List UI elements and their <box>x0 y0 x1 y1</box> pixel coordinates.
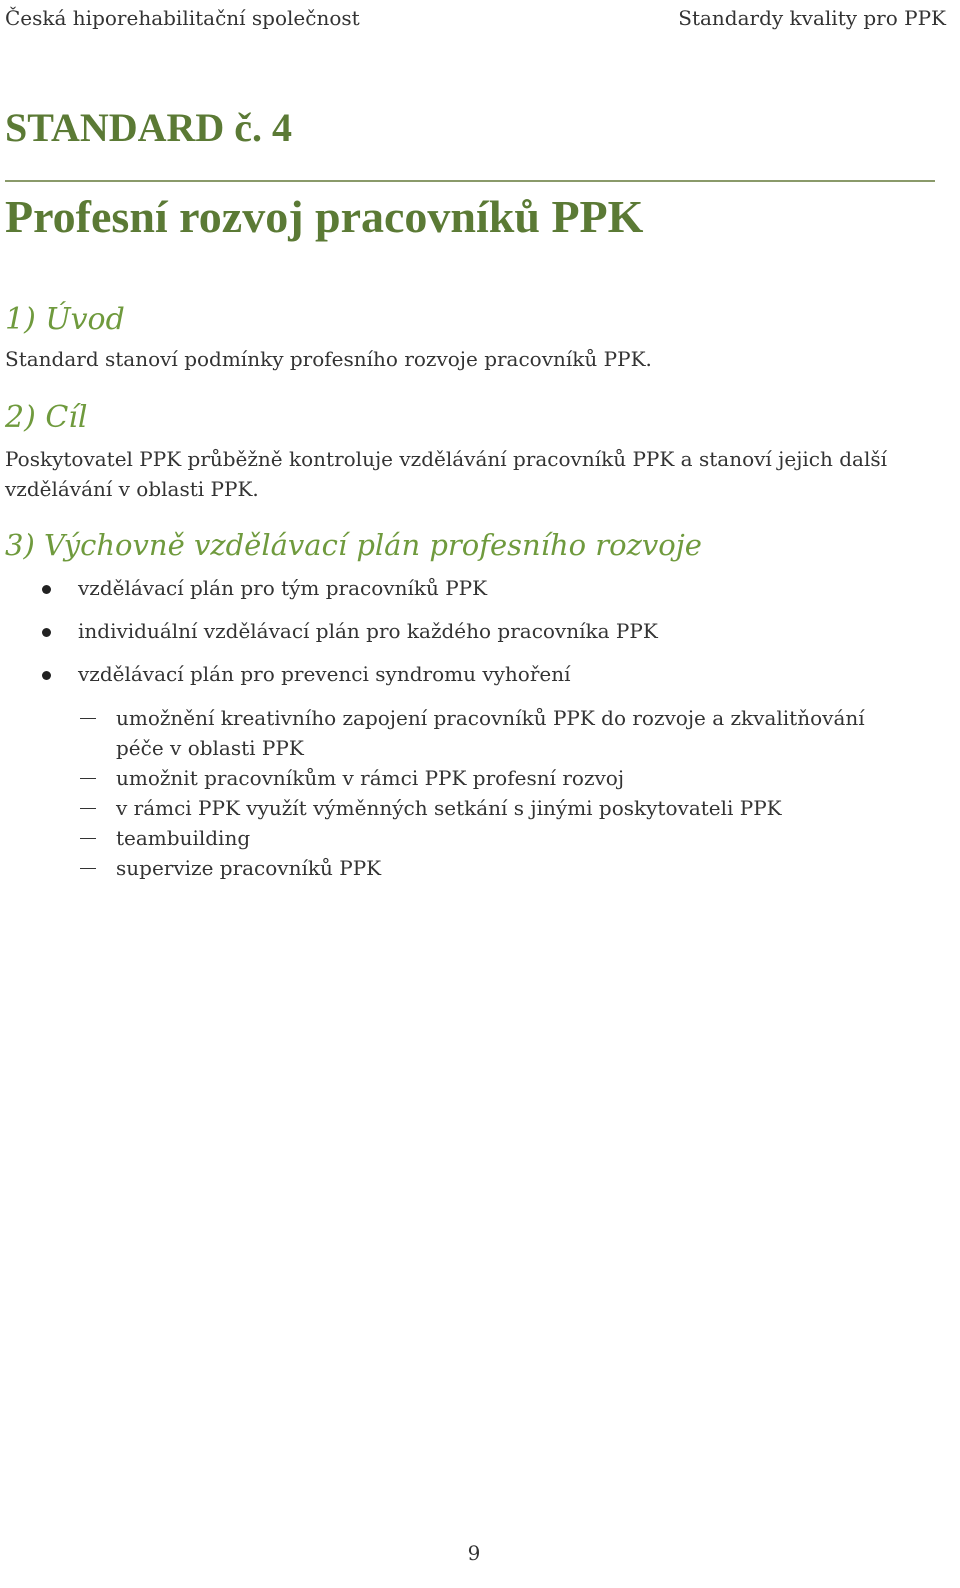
section-heading-plan: 3) Výchovně vzdělávací plán profesního rozvoje <box>5 528 702 562</box>
list-item-text: supervize pracovníků PPK <box>116 856 382 880</box>
header-document-title: Standardy kvality pro PPK <box>678 6 946 30</box>
dash-icon <box>80 718 96 719</box>
list-item-text: vzdělávací plán pro tým pracovníků PPK <box>78 576 488 600</box>
list-item-text: umožnit pracovníkům v rámci PPK profesní rozvoj <box>116 766 625 790</box>
bullet-icon <box>42 628 51 637</box>
list-item <box>0 763 940 793</box>
list-item-text: v rámci PPK využít výměnných setkání s jinými poskytovateli PPK <box>116 796 782 820</box>
dash-icon <box>80 838 96 839</box>
standard-number: STANDARD č. 4 <box>5 105 293 150</box>
section-heading-intro: 1) Úvod <box>5 302 125 337</box>
bullet-icon <box>42 671 51 680</box>
list-item-text: individuální vzdělávací plán pro každého pracovníka PPK <box>78 619 658 643</box>
title-divider <box>5 180 935 182</box>
list-item-text: umožnění kreativního zapojení pracovníků PPK do rozvoje a zkvalitňování péče v oblasti PPK <box>116 706 865 760</box>
burnout-subitem-list <box>0 703 940 883</box>
list-item <box>0 659 940 702</box>
header-organization: Česká hiporehabilitační společnost <box>5 6 360 30</box>
section-text-goal: Poskytovatel PPK průběžně kontroluje vzdělávání pracovníků PPK a stanoví jejich další vzdělávání v oblasti PPK. <box>5 447 888 501</box>
list-item <box>0 703 940 763</box>
section-heading-goal: 2) Cíl <box>5 400 88 435</box>
list-item <box>0 823 940 853</box>
page-number: 9 <box>467 1541 481 1565</box>
dash-icon <box>80 868 96 869</box>
list-item <box>0 793 940 823</box>
plan-bullet-list <box>0 573 940 702</box>
page-header <box>5 6 946 32</box>
list-item-text: vzdělávací plán pro prevenci syndromu vyhoření <box>78 662 571 686</box>
dash-icon <box>80 778 96 779</box>
list-item <box>0 616 940 659</box>
list-item <box>0 853 940 883</box>
section-text-intro: Standard stanoví podmínky profesního rozvoje pracovníků PPK. <box>5 347 652 371</box>
bullet-icon <box>42 585 51 594</box>
dash-icon <box>80 808 96 809</box>
list-item-text: teambuilding <box>116 826 251 850</box>
standard-title: Profesní rozvoj pracovníků PPK <box>5 191 644 242</box>
list-item <box>0 573 940 616</box>
